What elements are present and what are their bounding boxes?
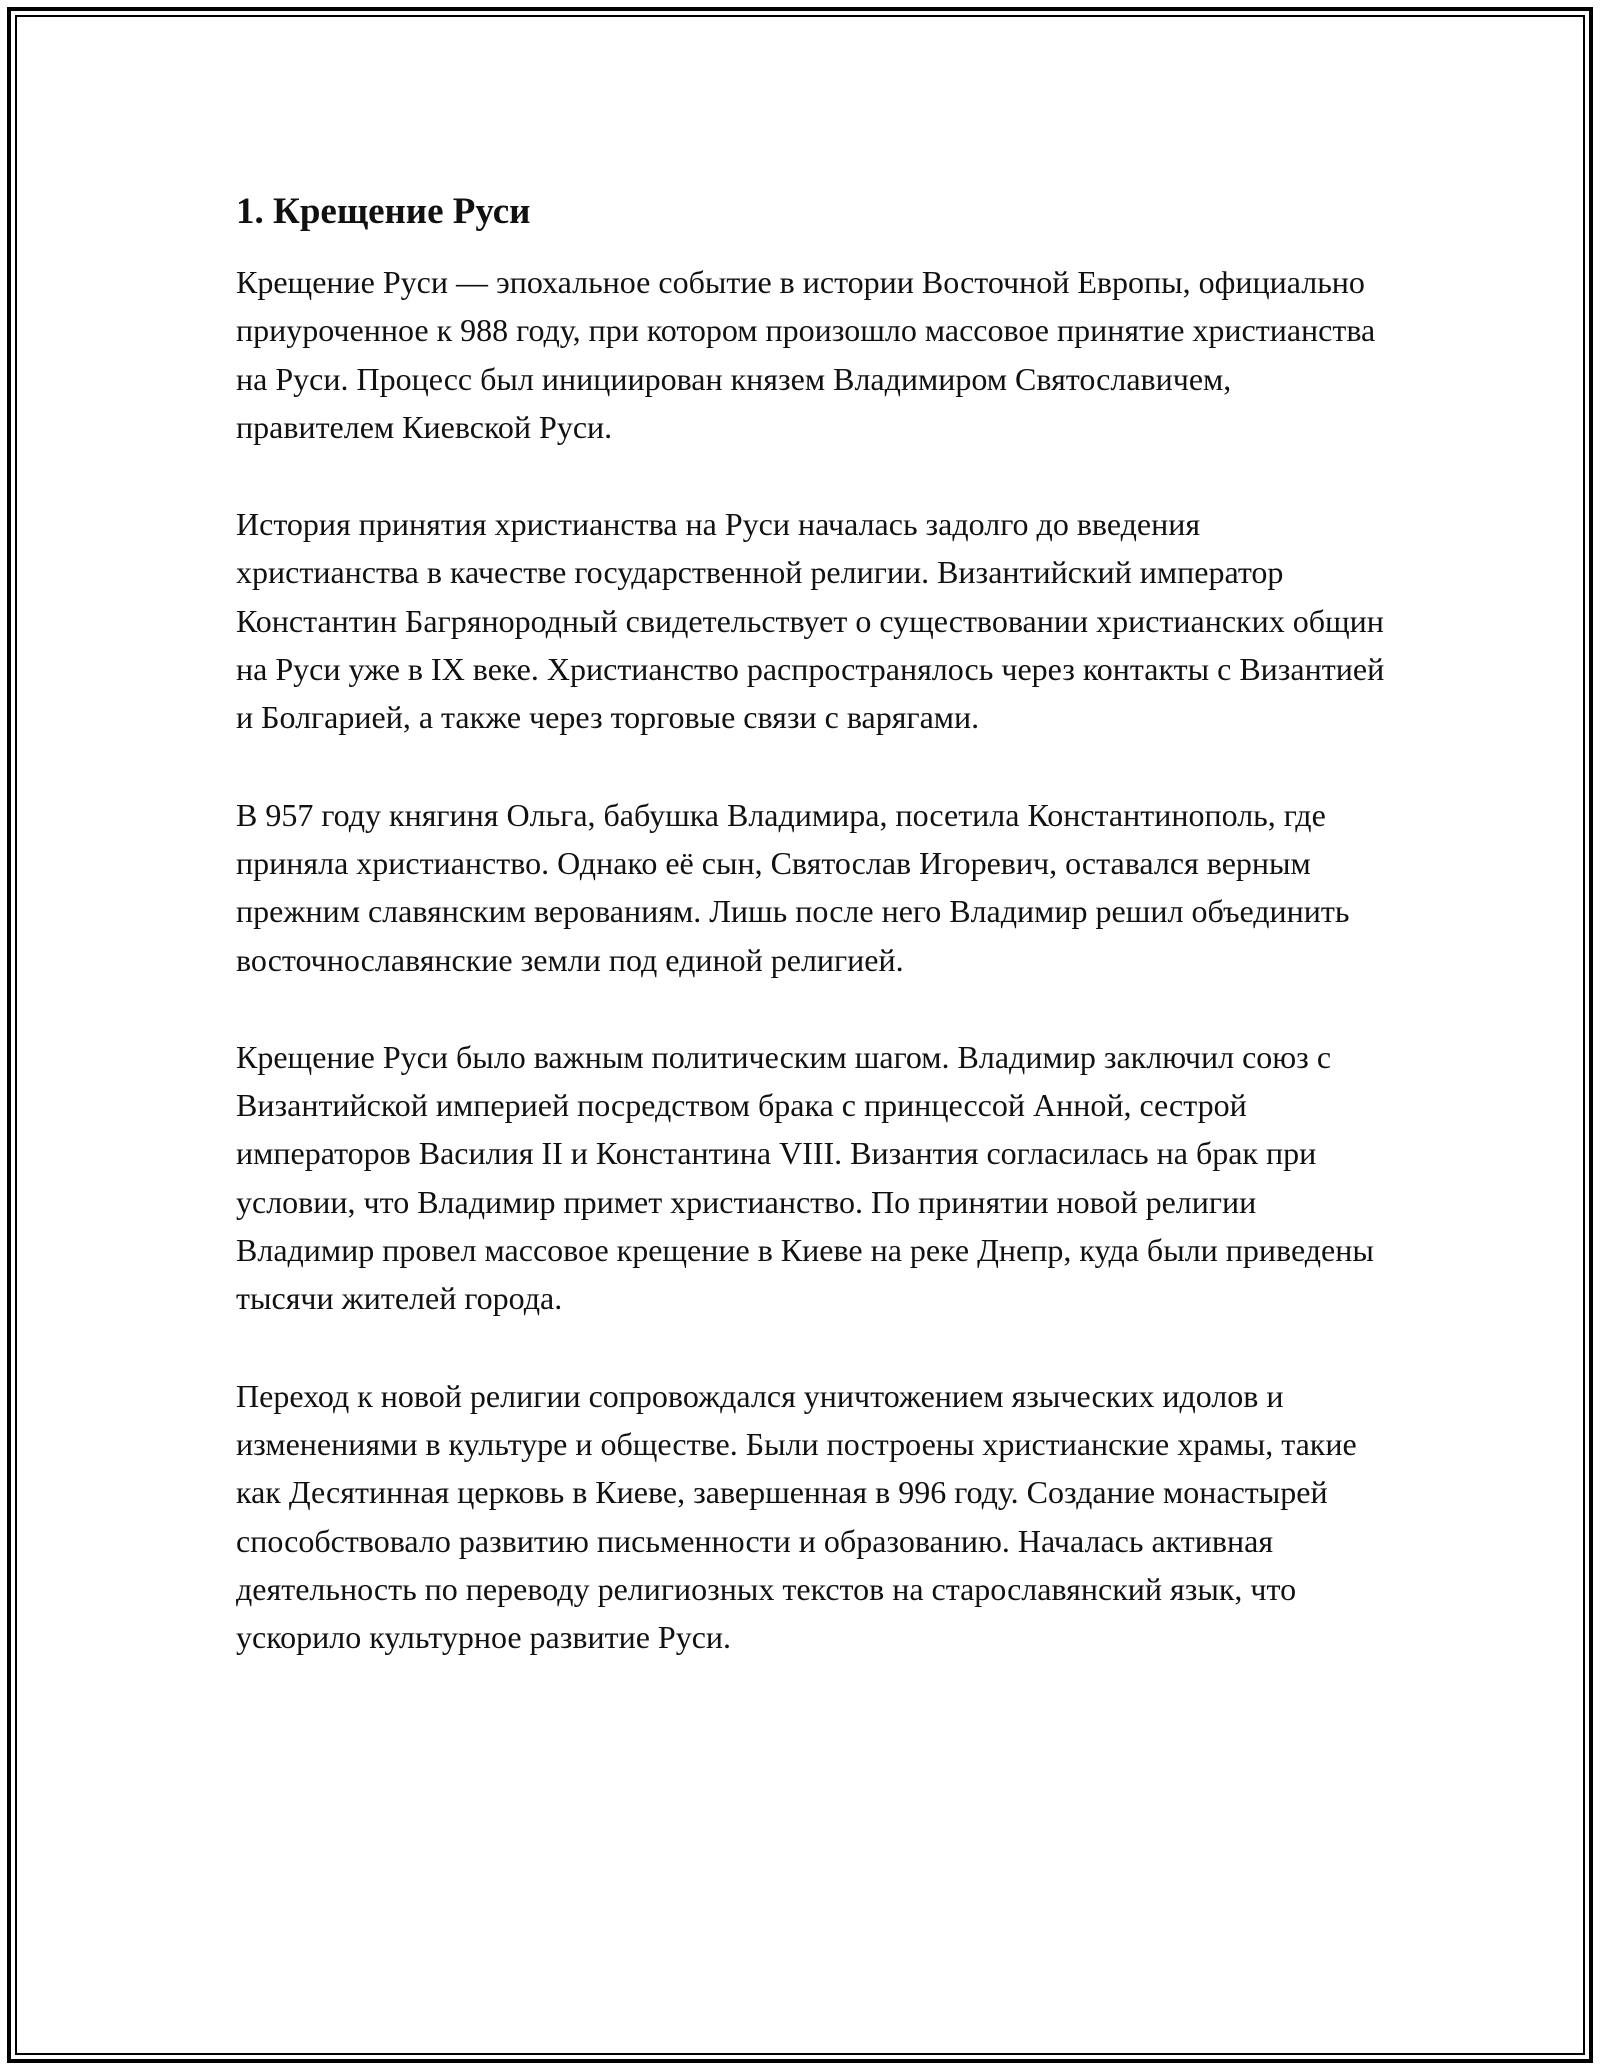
section-heading: 1. Крещение Руси — [236, 191, 531, 232]
paragraph-3: В 957 году княгиня Ольга, бабушка Владимира, посетила Константинополь, где приняла христианство. Однако её сын, Святослав Игоревич, оставался верным прежним славянским верованиям. Лишь после него Владимир решил объединить восточнославянские земли под единой религией. — [236, 796, 1350, 978]
document-body — [236, 188, 1386, 1710]
paragraph-5: Переход к новой религии сопровождался уничтожением языческих идолов и изменениями в культуре и обществе. Были построены христианские храмы, такие как Десятинная церковь в Киеве, завершенная в 996 году. Создание монастырей способствовало развитию письменности и образованию. Началась активная деятельность по переводу религиозных текстов на старославянский язык, что ускорило культурное развитие Руси. — [236, 1377, 1357, 1656]
paragraph-4: Крещение Руси было важным политическим шагом. Владимир заключил союз с Византийской империей посредством брака с принцессой Анной, сестрой императоров Василия II и Константина VIII. Византия согласилась на брак при условии, что Владимир примет христианство. По принятии новой религии Владимир провел массовое крещение в Киеве на реке Днепр, куда были приведены тысячи жителей города. — [236, 1038, 1374, 1317]
paragraph-1: Крещение Руси — эпохальное событие в истории Восточной Европы, официально приуроченное к 988 году, при котором произошло массовое принятие христианства на Руси. Процесс был инициирован князем Владимиром Святославичем, правителем Киевской Руси. — [236, 264, 1376, 445]
paragraph-2: История принятия христианства на Руси началась задолго до введения христианства в качестве государственной религии. Византийский император Константин Багрянородный свидетельствует о существовании христианских общин на Руси уже в IX веке. Христианство распространялось через контакты с Византией и Болгарией, а также через торговые связи с варягами. — [236, 506, 1385, 736]
